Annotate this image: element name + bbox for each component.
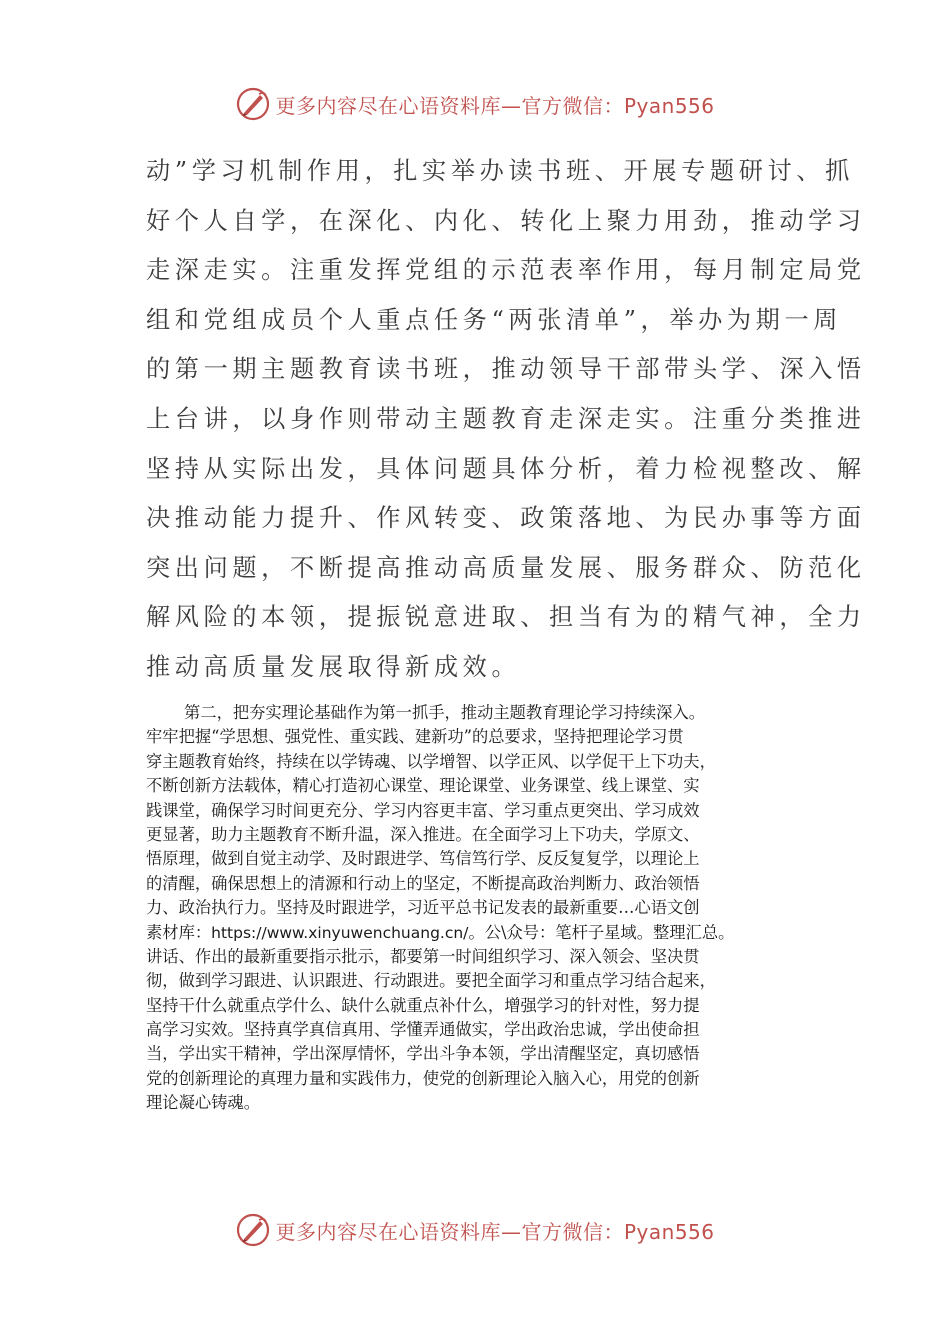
text-line: 牢牢把握“学思想、强党性、重实践、建新功”的总要求，坚持把理论学习贯 [146,727,684,747]
source-line [146,921,806,945]
text-line: 高学习实效。坚持真学真信真用、学懂弄通做实，学出政治忠诚，学出使命担 [146,1020,700,1040]
footer-wechat-id: Pyan556 [623,1219,715,1244]
text-line: 动”学习机制作用，扎实举办读书班、开展专题研讨、抓 [146,157,854,185]
text-line: 上台讲，以身作则带动主题教育走深走实。注重分类推进 [146,404,866,433]
text-line: 第二，把夯实理论基础作为第一抓手，推动主题教育理论学习持续深入。 [184,703,706,722]
text-line: 决推动能力提升、作风转变、政策落地、为民办事等方面 [146,504,866,533]
text-line: 更显著，助力主题教育不断升温，深入推进。在全面学习上下功夫，学原文、 [146,824,700,844]
footer-banner [0,1210,950,1250]
text-line: 理论凝心铸魂。 [146,1093,260,1113]
header-banner-text: 更多内容尽在心语资料库—官方微信：Pyan556 [275,93,715,118]
text-line: 解风险的本领，提振锐意进取、担当有为的精气神，全力 [146,603,866,632]
text-line: 不断创新方法载体，精心打造初心课堂、理论课堂、业务课堂、线上课堂、实 [146,776,700,796]
source-url-link[interactable]: https://www.xinyuwenchuang.cn/ [211,923,469,942]
text-line: 好个人自学，在深化、内化、转化上聚力用劲，推动学习 [146,206,866,235]
text-line: 讲话、作出的最新重要指示批示，都要第一时间组织学习、深入领会、坚决贯 [146,946,700,966]
text-line: 当，学出实干精神，学出深厚情怀，学出斗争本领，学出清醒坚定，真切感悟 [146,1044,700,1064]
text-line: 的清醒，确保思想上的清源和行动上的坚定，不断提高政治判断力、政治领悟 [146,873,700,893]
text-line: 坚持从实际出发，具体问题具体分析，着力检视整改、解 [146,454,866,483]
text-line: 悟原理，做到自觉主动学、及时跟进学、笃信笃行学、反反复复学，以理论上 [146,849,700,869]
pen-logo-icon [235,1212,271,1248]
text-line: 的第一期主题教育读书班，推动领导干部带头学、深入悟 [146,355,866,384]
text-line: 践课堂，确保学习时间更充分、学习内容更丰富、学习重点更突出、学习成效 [146,800,700,820]
text-line: 坚持干什么就重点学什么、缺什么就重点补什么，增强学习的针对性，努力提 [146,995,700,1015]
small-paragraph [146,701,806,1116]
source-label: 素材库： [146,922,212,942]
large-paragraph [146,147,866,693]
text-line: 彻，做到学习跟进、认识跟进、行动跟进。要把全面学习和重点学习结合起来， [146,971,716,991]
header-banner [0,84,950,124]
footer-banner-text: 更多内容尽在心语资料库—官方微信：Pyan556 [275,1219,715,1244]
source-suffix: 。公\众号：笔杆子星域。整理汇总。 [468,922,735,942]
text-line: 党的创新理论的真理力量和实践伟力，使党的创新理论入脑入心，用党的创新 [146,1068,700,1088]
text-line: 力、政治执行力。坚持及时跟进学，习近平总书记发表的最新重要…心语文创 [146,898,700,918]
text-line: 推动高质量发展取得新成效。 [146,652,521,681]
text-line: 穿主题教育始终，持续在以学铸魂、以学增智、以学正风、以学促干上下功夫， [146,751,716,771]
text-line: 组和党组成员个人重点任务“两张清单”，举办为期一周 [146,305,843,334]
text-line: 走深走实。注重发挥党组的示范表率作用，每月制定局党 [146,256,866,285]
text-line: 突出问题，不断提高推动高质量发展、服务群众、防范化 [146,553,866,582]
pen-logo-icon [235,86,271,122]
header-wechat-id: Pyan556 [623,93,715,118]
